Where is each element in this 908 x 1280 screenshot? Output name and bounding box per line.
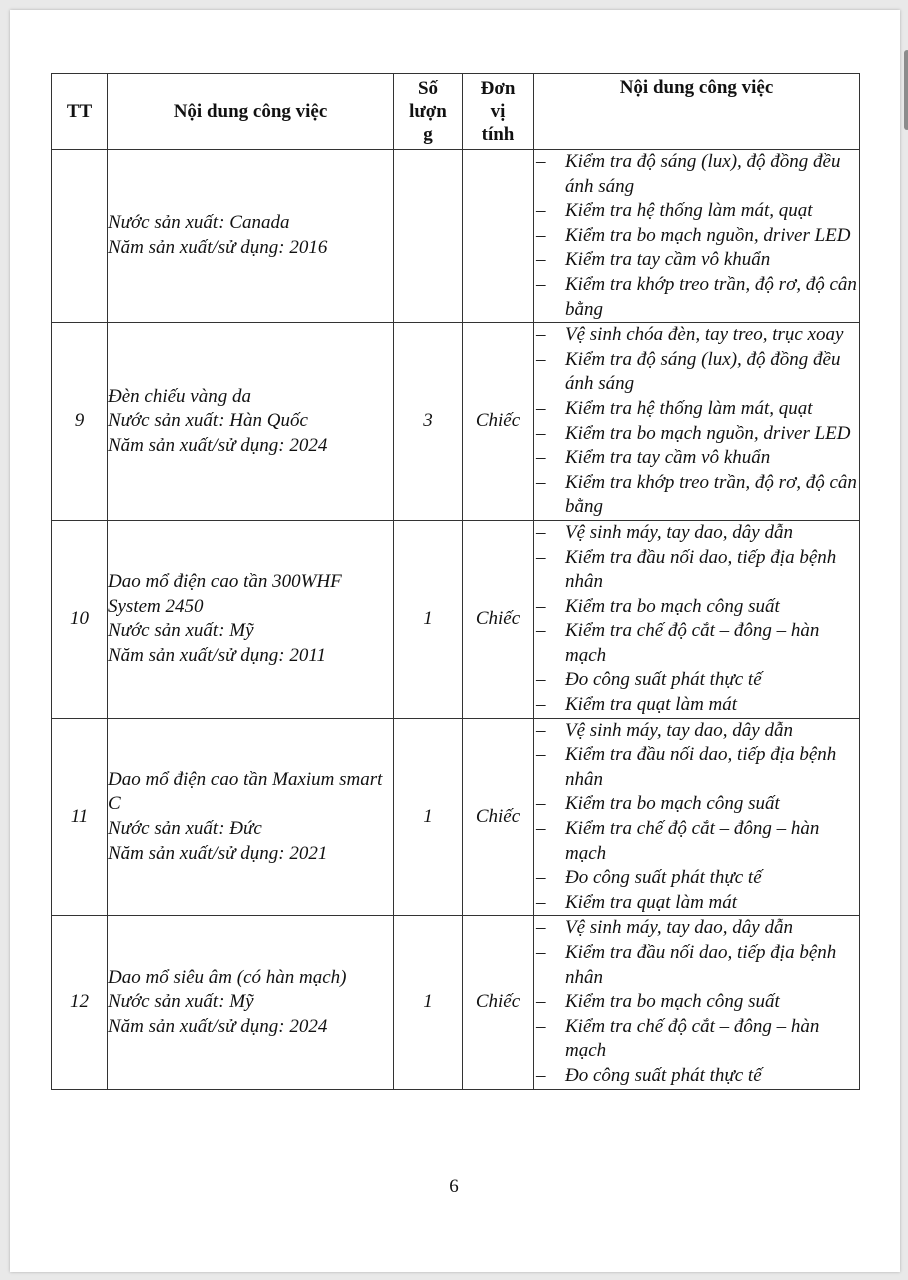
task-text: Kiểm tra đầu nối dao, tiếp địa bệnh nhân [565, 942, 837, 988]
header-unit-line-2: vị [490, 101, 506, 122]
table-row [52, 718, 860, 916]
dash-bullet-icon: – [536, 521, 546, 543]
dash-bullet-icon: – [536, 867, 546, 889]
task-list [534, 323, 859, 520]
task-list [534, 719, 859, 916]
task-item [534, 150, 859, 199]
table-header-row [52, 74, 860, 150]
table-row [52, 520, 860, 718]
task-list [534, 916, 859, 1088]
task-text: Kiểm tra hệ thống làm mát, quạt [565, 397, 813, 419]
task-list-cell [534, 520, 860, 718]
task-text: Vệ sinh chóa đèn, tay treo, trục xoay [565, 324, 844, 346]
description-line: Năm sản xuất/sử dụng: 2016 [108, 237, 328, 259]
dash-bullet-icon: – [536, 818, 546, 840]
task-item [534, 397, 859, 422]
task-item [534, 348, 859, 397]
task-item [534, 1064, 859, 1089]
task-item [534, 521, 859, 546]
dash-bullet-icon: – [536, 694, 546, 716]
task-text: Kiểm tra độ sáng (lux), độ đồng đều ánh sáng [565, 151, 841, 197]
dash-bullet-icon: – [536, 249, 546, 271]
task-list-cell [534, 718, 860, 916]
task-item [534, 595, 859, 620]
header-quantity-line-1: Số [417, 78, 439, 99]
task-text: Kiểm tra chế độ cắt – đông – hàn mạch [565, 818, 820, 864]
task-text: Kiểm tra bo mạch nguồn, driver LED [565, 422, 851, 444]
task-item [534, 471, 859, 520]
dash-bullet-icon: – [536, 744, 546, 766]
task-item [534, 743, 859, 792]
header-tt: TT [52, 74, 108, 150]
table-row [52, 323, 860, 521]
dash-bullet-icon: – [536, 422, 546, 444]
quantity-cell: 1 [394, 718, 463, 916]
quantity-cell: 1 [394, 520, 463, 718]
description-line: Nước sản xuất: Mỹ [108, 991, 254, 1013]
description-line: Dao mổ siêu âm (có hàn mạch) [108, 966, 347, 988]
task-item [534, 719, 859, 744]
vertical-scrollbar[interactable] [904, 50, 908, 130]
header-unit [463, 74, 534, 150]
task-text: Vệ sinh máy, tay dao, dây dẫn [565, 521, 793, 543]
task-item [534, 323, 859, 348]
dash-bullet-icon: – [536, 324, 546, 346]
dash-bullet-icon: – [536, 348, 546, 370]
task-list-cell [534, 150, 860, 323]
task-text: Vệ sinh máy, tay dao, dây dẫn [565, 917, 793, 939]
description-line: Đèn chiếu vàng da [108, 385, 251, 407]
task-text: Kiểm tra tay cầm vô khuẩn [565, 249, 771, 271]
task-text: Đo công suất phát thực tế [565, 1064, 762, 1086]
description-line: Năm sản xuất/sử dụng: 2021 [108, 842, 328, 864]
dash-bullet-icon: – [536, 719, 546, 741]
quantity-cell [394, 150, 463, 323]
task-text: Kiểm tra bo mạch công suất [565, 793, 780, 815]
table-row [52, 916, 860, 1089]
unit-cell: Chiếc [463, 520, 534, 718]
dash-bullet-icon: – [536, 273, 546, 295]
header-content: Nội dung công việc [108, 74, 394, 150]
equipment-description [108, 323, 394, 521]
quantity-cell: 3 [394, 323, 463, 521]
dash-bullet-icon: – [536, 151, 546, 172]
task-text: Kiểm tra bo mạch công suất [565, 991, 780, 1013]
header-quantity [394, 74, 463, 150]
unit-cell: Chiếc [463, 916, 534, 1089]
page-number: 6 [449, 1176, 459, 1197]
description-line: Nước sản xuất: Mỹ [108, 620, 254, 642]
task-item [534, 422, 859, 447]
dash-bullet-icon: – [536, 471, 546, 493]
task-item [534, 891, 859, 916]
header-unit-line-1: Đơn [480, 78, 516, 99]
task-item [534, 619, 859, 668]
task-item [534, 668, 859, 693]
task-list-cell [534, 916, 860, 1089]
dash-bullet-icon: – [536, 224, 546, 246]
dash-bullet-icon: – [536, 793, 546, 815]
task-text: Đo công suất phát thực tế [565, 867, 762, 889]
task-text: Kiểm tra tay cầm vô khuẩn [565, 447, 771, 469]
dash-bullet-icon: – [536, 1064, 546, 1086]
dash-bullet-icon: – [536, 917, 546, 939]
task-text: Kiểm tra độ sáng (lux), độ đồng đều ánh sáng [565, 348, 841, 395]
quantity-cell: 1 [394, 916, 463, 1089]
task-text: Đo công suất phát thực tế [565, 669, 762, 691]
task-item [534, 224, 859, 249]
task-text: Vệ sinh máy, tay dao, dây dẫn [565, 719, 793, 741]
task-text: Kiểm tra quạt làm mát [565, 891, 738, 913]
description-line: Năm sản xuất/sử dụng: 2011 [108, 644, 326, 666]
equipment-description [108, 718, 394, 916]
dash-bullet-icon: – [536, 891, 546, 913]
description-line: Năm sản xuất/sử dụng: 2024 [108, 1015, 328, 1037]
description-line: Dao mổ điện cao tần Maxium smart C [108, 768, 383, 815]
task-text: Kiểm tra khớp treo trần, độ rơ, độ cân bằng [565, 273, 857, 320]
task-item [534, 199, 859, 224]
task-text: Kiểm tra chế độ cắt – đông – hàn mạch [565, 1015, 820, 1062]
unit-cell [463, 150, 534, 323]
task-item [534, 792, 859, 817]
description-line: Nước sản xuất: Canada [108, 212, 290, 234]
row-number: 10 [52, 520, 108, 718]
task-item [534, 990, 859, 1015]
task-list [534, 521, 859, 718]
task-text: Kiểm tra đầu nối dao, tiếp địa bệnh nhân [565, 546, 837, 593]
task-item [534, 866, 859, 891]
dash-bullet-icon: – [536, 546, 546, 568]
task-text: Kiểm tra bo mạch công suất [565, 595, 780, 617]
header-tasks: Nội dung công việc [534, 74, 860, 150]
dash-bullet-icon: – [536, 669, 546, 691]
header-quantity-line-3: g [423, 124, 433, 145]
dash-bullet-icon: – [536, 1015, 546, 1037]
task-text: Kiểm tra chế độ cắt – đông – hàn mạch [565, 620, 820, 666]
dash-bullet-icon: – [536, 200, 546, 222]
task-item [534, 273, 859, 322]
dash-bullet-icon: – [536, 595, 546, 617]
task-text: Kiểm tra bo mạch nguồn, driver LED [565, 224, 851, 246]
task-item [534, 1015, 859, 1064]
task-item [534, 248, 859, 273]
description-line: Nước sản xuất: Hàn Quốc [108, 410, 308, 432]
row-number: 9 [52, 323, 108, 521]
equipment-description [108, 150, 394, 323]
equipment-description [108, 520, 394, 718]
dash-bullet-icon: – [536, 991, 546, 1013]
dash-bullet-icon: – [536, 397, 546, 419]
task-text: Kiểm tra quạt làm mát [565, 694, 738, 716]
task-text: Kiểm tra hệ thống làm mát, quạt [565, 200, 813, 222]
description-line: Năm sản xuất/sử dụng: 2024 [108, 434, 328, 456]
row-number: 11 [52, 718, 108, 916]
task-item [534, 446, 859, 471]
task-item [534, 817, 859, 866]
description-line: Dao mổ điện cao tần 300WHF System 2450 [108, 571, 342, 617]
unit-cell: Chiếc [463, 718, 534, 916]
task-item [534, 941, 859, 990]
dash-bullet-icon: – [536, 942, 546, 963]
task-text: Kiểm tra đầu nối dao, tiếp địa bệnh nhân [565, 744, 837, 790]
header-unit-line-3: tính [481, 124, 515, 145]
dash-bullet-icon: – [536, 447, 546, 469]
unit-cell: Chiếc [463, 323, 534, 521]
table-body [52, 150, 860, 1090]
header-quantity-line-2: lượn [409, 101, 447, 122]
dash-bullet-icon: – [536, 620, 546, 642]
equipment-description [108, 916, 394, 1089]
task-text: Kiểm tra khớp treo trần, độ rơ, độ cân bằng [565, 471, 857, 518]
row-number: 12 [52, 916, 108, 1089]
task-item [534, 916, 859, 941]
work-table [51, 73, 860, 1090]
task-list-cell [534, 323, 860, 521]
task-item [534, 693, 859, 718]
task-item [534, 546, 859, 595]
table-row [52, 150, 860, 323]
task-list [534, 150, 859, 322]
row-number [52, 150, 108, 323]
description-line: Nước sản xuất: Đức [108, 818, 262, 840]
